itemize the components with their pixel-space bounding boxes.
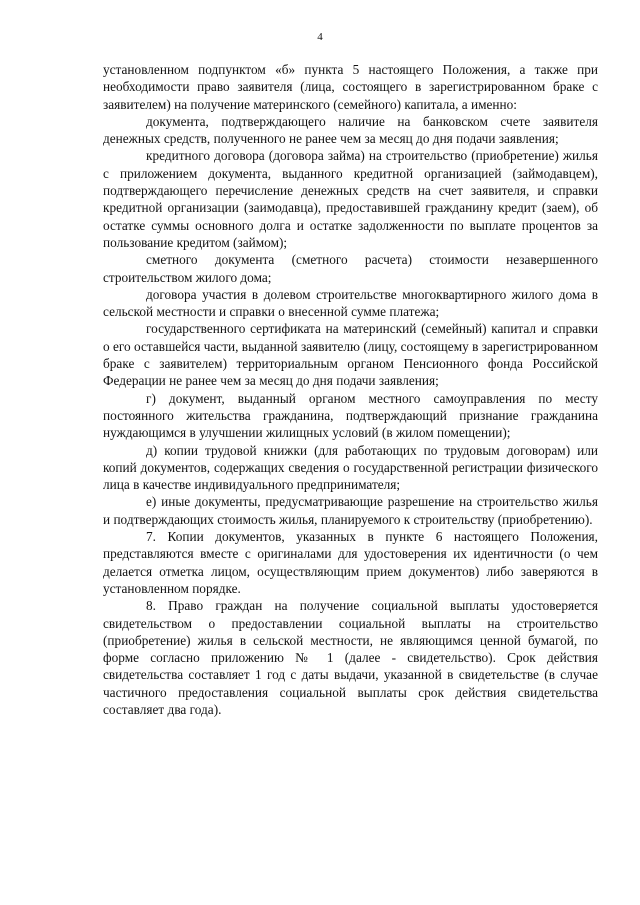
paragraph-clause-8: 8. Право граждан на получение социальной выплаты удостоверяется свидетельством о предоставлении социальной выплаты на строительство (приобретение) жилья в сельской местности, не являющимся ценной бумагой, по форме согласно приложению № 1 (далее - свидетельство). Срок действия свидетельства составляет 1 год с даты выдачи, указанной в свидетельстве (в случае частичного предоставления социальной выплаты срок действия свидетельства составляет два года). — [103, 598, 598, 717]
paragraph-clause-7: 7. Копии документов, указанных в пункте 6 настоящего Положения, представляются вместе с оригиналами для удостоверения их идентичности (о чем делается отметка лицом, осуществляющим прием документов) либо заверяются в установленном порядке. — [103, 529, 598, 596]
paragraph-item-e: е) иные документы, предусматривающие разрешение на строительство жилья и подтверждающих стоимость жилья, планируемого к строительству (приобретению). — [103, 494, 598, 527]
paragraph-shared-construction-agreement: договора участия в долевом строительстве многоквартирного жилого дома в сельской местности и справки о внесенной сумме платежа; — [103, 286, 598, 320]
paragraph-maternity-capital-certificate: государственного сертификата на материнский (семейный) капитал и справки о его оставшейся части, выданной заявителю (лицу, состоящему в зарегистрированном браке с заявителем) территориальным органом Пенсионного фонда Российской Федерации не ранее чем за месяц до дня подачи заявления; — [103, 321, 598, 389]
paragraph-bank-account-document: документа, подтверждающего наличие на банковском счете заявителя денежных средств, полученного не ранее чем за месяц до дня подачи заявления; — [103, 113, 598, 147]
page-number: 4 — [317, 31, 323, 43]
paragraph-item-d: д) копии трудовой книжки (для работающих по трудовым договорам) или копий документов, содержащих сведения о государственной регистрации физического лица в качестве индивидуального предпринимателя; — [103, 442, 598, 493]
paragraph-estimate-document: сметного документа (сметного расчета) стоимости незавершенного строительством жилого дома; — [103, 252, 598, 285]
document-body — [103, 61, 598, 718]
paragraph-item-g: г) документ, выданный органом местного самоуправления по месту постоянного жительства гражданина, подтверждающий признание гражданина нуждающимся в улучшении жилищных условий (в жилом помещении); — [103, 390, 598, 441]
paragraph-intro-continuation: установленном подпунктом «б» пункта 5 настоящего Положения, а также при необходимости право заявителя (лица, состоящего в зарегистрированном браке с заявителем) на получение материнского (семейного) капитала, а именно: — [103, 62, 598, 112]
paragraph-credit-agreement: кредитного договора (договора займа) на строительство (приобретение) жилья с приложением документа, выданного кредитной организацией (займодавцем), подтверждающего перечисление денежных средств на счет заявителя, и справки кредитной организации (заимодавца), предоставившей гражданину кредит (заем), об остатке суммы основного долга и остатке задолженности по выплате процентов за пользование кредитом (займом); — [103, 148, 598, 250]
